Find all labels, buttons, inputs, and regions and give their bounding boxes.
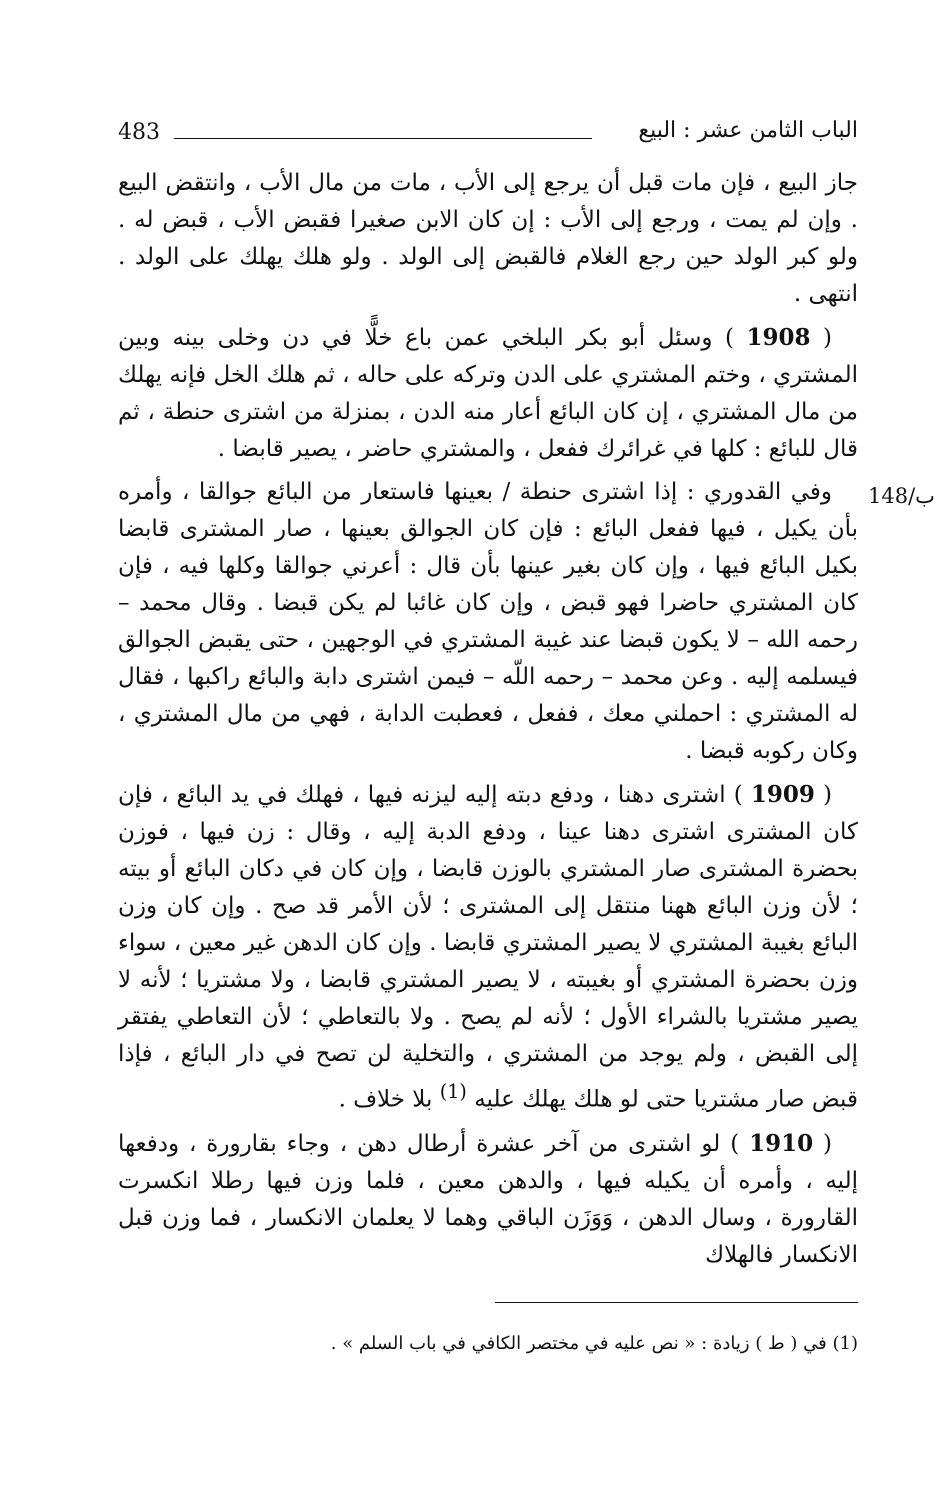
paragraph-text: وسئل أبو بكر البلخي عمن باع خلًّا في دن وخلى بينه وبين المشتري ، وختم المشتري على الدن وتركه على حاله ، ثم هلك الخل فإنه يهلك من مال المشتري ، إن كان البائع أعار منه الدن ، بمنزلة من اشترى حنطة ، ثم قال للبائع : كلها في غرائرك ففعل ، والمشتري حاضر ، يصير قابضا . [118,325,858,462]
paragraph-issue-1909 [118,776,858,1119]
footnote-reference[interactable]: (1) [439,1080,467,1103]
issue-number: ( 1908 ) [724,324,832,351]
paragraph-qudouri [118,474,858,770]
paragraph-text: وفي القدوري : إذا اشترى حنطة / بعينها فاستعار من البائع جوالقا ، وأمره بأن يكيل ، فيها ففعل البائع : فإن كان الجوالق بعينها ، صار المشترى قابضا بكيل البائع فيها ، وإن كان بغير عينها بأن قال : أعرني جوالقا وكلها فيه ، فإن كان المشتري حاضرا فهو قبض ، وإن كان غائبا لم يكن قبضا . وقال محمد – رحمه الله – لا يكون قبضا عند غيبة المشتري في الوجهين ، حتى يقبض الجوالق فيسلمه إليه . وعن محمد – رحمه اللّه – فيمن اشترى دابة والبائع راكبها ، فقال له المشتري : احملني معك ، ففعل ، فعطبت الدابة ، فهي من مال المشتري ، وكان ركوبه قبضا . [118,479,859,764]
paragraph-issue-1908 [118,319,858,468]
paragraph-text: اشترى دهنا ، ودفع دبته إليه ليزنه فيها ، فهلك في يد البائع ، فإن كان المشترى اشترى دهنا عينا ، ودفع الدبة إليه ، وقال : زن فيها ، فوزن بحضرة المشترى صار المشتري بالوزن قابضا ، وإن كان في دكان البائع أو بيته ؛ لأن وزن البائع ههنا منتقل إلى المشترى ؛ لأن الأمر قد صح . وإن كان وزن البائع بغيبة المشتري لا يصير المشتري قابضا . وإن كان الدهن غير معين ، سواء وزن بحضرة المشتري أو بغيبته ، لا يصير المشتري قابضا ، ولا مشتريا ؛ لأنه لا يصير مشتريا بالشراء الأول ؛ لأنه لم يصح . ولا بالتعاطي ؛ لأن التعاطي يفتقر إلى القبض ، ولم يوجد من المشتري ، والتخلية لن تصح في دار البائع ، فإذا قبض صار مشتريا حتى لو هلك يهلك عليه [118,782,858,1113]
chapter-title: الباب الثامن عشر : البيع [638,118,858,143]
paragraph-tail: بلا خلاف . [338,1086,433,1113]
header-rule [174,138,592,139]
manuscript-folio-note: 148/ب [868,484,935,508]
footnote-rule [495,1302,858,1303]
page-number: 483 [118,120,160,145]
footnote: (1) في ( ط ) زيادة : « نص عليه في مختصر الكافي في باب السلم » . [330,1333,858,1354]
paragraph-text: جاز البيع ، فإن مات قبل أن يرجع إلى الأب ، مات من مال الأب ، وانتقض البيع . وإن لم يمت ، ورجع إلى الأب : إن كان الابن صغيرا فقبض الأب ، قبض له . ولو كبر الولد حين رجع الغلام فالقبض إلى الولد . ولو هلك يهلك على الولد . انتهى . [118,170,858,307]
main-text [118,165,858,1280]
paragraph-1 [118,165,858,313]
issue-number: ( 1909 ) [733,781,832,808]
issue-number: ( 1910 ) [730,1129,833,1157]
paragraph-issue-1910 [118,1125,858,1274]
paragraph-text: لو اشترى من آخر عشرة أرطال دهن ، وجاء بقارورة ، ودفعها إليه ، وأمره أن يكيله فيها ، والدهن معين ، فلما وزن فيها رطلا انكسرت القارورة ، وسال الدهن ، وَوَزَن الباقي وهما لا يعلمان الانكسار ، فما وزن قبل الانكسار فالهلاك [118,1130,858,1268]
running-header [118,110,858,150]
